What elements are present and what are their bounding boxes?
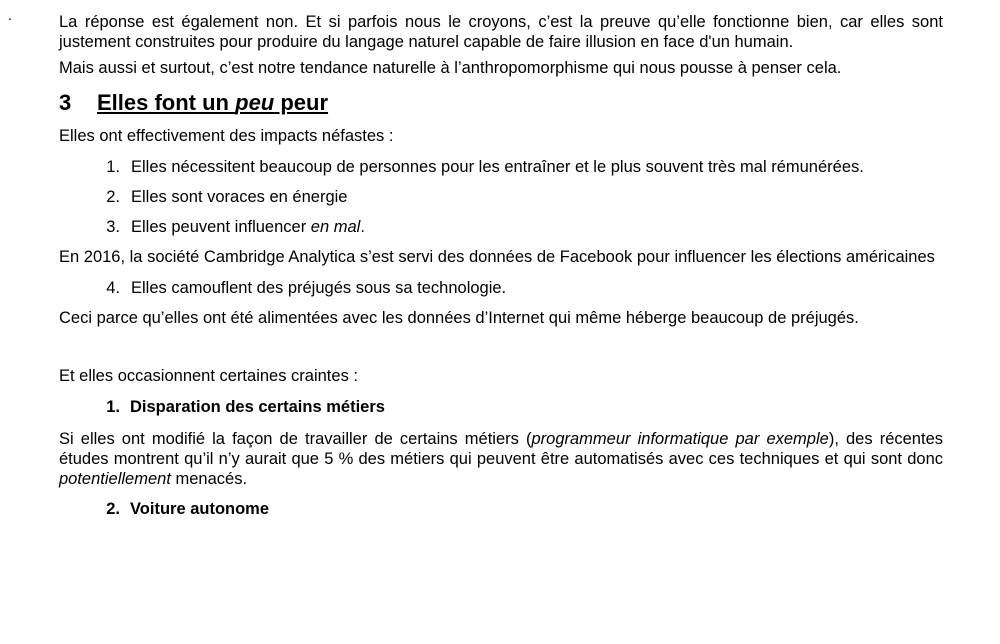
list-item-number: 3. <box>106 218 120 236</box>
paragraph-cambridge: En 2016, la société Cambridge Analytica s’est servi des données de Facebook pour influencer les élections américaines <box>59 248 935 266</box>
text-emphasis: programmeur informatique par exemple <box>531 430 829 448</box>
text-part: Si elles ont modifié la façon de travailler de certains métiers ( <box>59 430 532 448</box>
list-item <box>59 187 943 207</box>
text-part: menacés. <box>170 470 248 488</box>
section-title-part-b: peur <box>274 90 329 115</box>
section-number: 3 <box>59 90 72 115</box>
list-item-number: 2. <box>106 188 120 206</box>
text-emphasis: potentiellement <box>59 470 171 488</box>
list-item-text <box>120 217 943 237</box>
list-item <box>59 278 943 298</box>
list-item <box>59 157 943 177</box>
text-part: ), des récentes études montrent qu’il n’y aurait que 5 % des métiers qui peuvent être automatisés avec ces techniques et qui sont donc <box>59 430 943 468</box>
impacts-list-continued <box>59 278 943 298</box>
blank-line <box>59 328 943 366</box>
paragraph-jobs <box>59 429 943 489</box>
subheading-number: 1. <box>106 398 120 416</box>
paragraph-response: La réponse est également non. Et si parfois nous le croyons, c’est la preuve qu’elle fonctionne bien, car elles sont justement construites pour produire du langage naturel capable de faire illusion en face d'un humain. <box>59 13 943 51</box>
impacts-intro: Elles ont effectivement des impacts néfastes : <box>59 127 394 145</box>
subheading-title: Disparation des certains métiers <box>130 398 385 416</box>
list-item-text: Elles nécessitent beaucoup de personnes pour les entraîner et le plus souvent très mal rémunérées. <box>131 158 864 176</box>
list-item <box>59 217 943 237</box>
stray-dot: . <box>8 7 12 23</box>
subheading-title: Voiture autonome <box>130 500 270 518</box>
paragraph-anthropomorphism: Mais aussi et surtout, c’est notre tendance naturelle à l’anthropomorphisme qui nous pousse à penser cela. <box>59 59 842 77</box>
list-item-number: 4. <box>106 279 120 297</box>
section-title-emphasis: peu <box>235 90 275 115</box>
list-item-text-end: . <box>360 218 365 236</box>
impacts-list <box>59 157 943 237</box>
list-item-emphasis: en mal <box>310 218 361 236</box>
subheading-number: 2. <box>106 500 120 518</box>
document-page <box>59 12 943 531</box>
list-item-text-part: Elles peuvent influencer <box>131 218 311 236</box>
list-item-number: 1. <box>106 158 120 176</box>
paragraph-internet: Ceci parce qu’elles ont été alimentées avec les données d’Internet qui même héberge beaucoup de préjugés. <box>59 309 859 327</box>
list-item-text: Elles sont voraces en énergie <box>131 188 348 206</box>
fears-intro: Et elles occasionnent certaines craintes : <box>59 367 358 385</box>
list-item-text: Elles camouflent des préjugés sous sa technologie. <box>131 279 507 297</box>
subheading-autonomous-car <box>59 499 943 519</box>
section-title-part-a: Elles font un <box>97 90 236 115</box>
subheading-jobs <box>59 397 943 417</box>
section-title <box>97 90 328 115</box>
section-heading-3 <box>59 90 943 116</box>
